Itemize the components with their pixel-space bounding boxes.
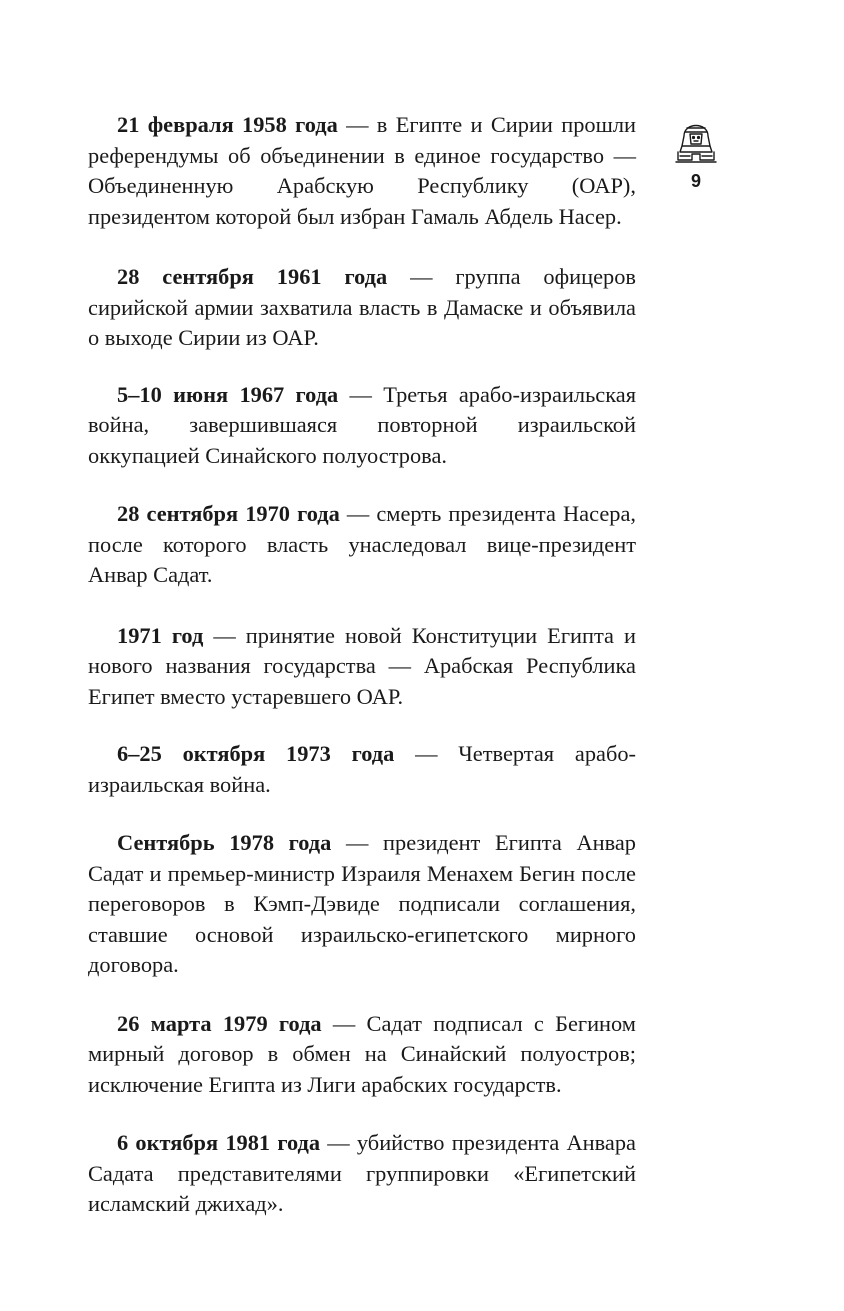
chronology-entry — [88, 1128, 636, 1220]
entry-text: — президент Египта Анвар Садат и премьер-министр Израиля Менахем Бегин после переговоров в Кэмп-Дэвиде подписали соглашения, ставшие основой израильско-египетского мирного договора. — [88, 830, 637, 977]
entry-text: — Садат подписал с Бегином мирный договор в обмен на Синайский полуостров; исключение Египта из Лиги арабских государств. — [88, 1010, 636, 1097]
chronology-list — [88, 110, 636, 1250]
chronology-entry — [88, 110, 636, 232]
entry-text: — в Египте и Сирии прошли референдумы об объединении в единое государство — Объединенную Арабскую Республику (ОАР), президентом которой был избран Гамаль Абдель Насер. — [88, 112, 636, 229]
entry-text: — Третья арабо-израильская война, завершившаяся повторной израильской оккупацией Синайского полуострова. — [88, 381, 636, 468]
page-number: 9 — [690, 171, 701, 191]
entry-text: — группа офицеров сирийской армии захватила власть в Дамаске и объявила о выходе Сирии из ОАР. — [88, 264, 636, 350]
chronology-entry — [88, 739, 636, 800]
entry-text: — убийство президента Анвара Садата представителями группировки «Египетский исламский джихад». — [88, 1130, 636, 1216]
entry-date: 5–10 июня 1967 года — [117, 381, 339, 407]
sphinx-icon — [674, 112, 718, 164]
chronology-entry — [88, 828, 636, 981]
entry-date: 28 сентября 1970 года — [117, 501, 340, 526]
entry-date: 28 сентября 1961 года — [117, 264, 388, 289]
chronology-entry — [88, 1009, 636, 1101]
chronology-entry — [88, 262, 636, 354]
entry-date: 1971 год — [117, 622, 204, 648]
entry-date: 26 марта 1979 года — [117, 1010, 322, 1036]
entry-date: 6 октября 1981 года — [117, 1130, 321, 1155]
entry-date: 6–25 октября 1973 года — [117, 741, 395, 766]
entry-text: — принятие новой Конституции Египта и нового названия государства — Арабская Республика Египет вместо устаревшего ОАР. — [88, 622, 636, 709]
chronology-entry — [88, 621, 636, 713]
entry-date: 21 февраля 1958 года — [117, 112, 338, 137]
chronology-entry — [88, 499, 636, 591]
entry-text: — смерть президента Насера, после которого власть унаследовал вице-президент Анвар Садат. — [88, 501, 636, 587]
chronology-entry — [88, 380, 636, 472]
page-marker — [672, 112, 720, 190]
entry-date: Сентябрь 1978 года — [117, 830, 332, 855]
entry-text: — Четвертая арабо-израильская война. — [88, 741, 636, 797]
